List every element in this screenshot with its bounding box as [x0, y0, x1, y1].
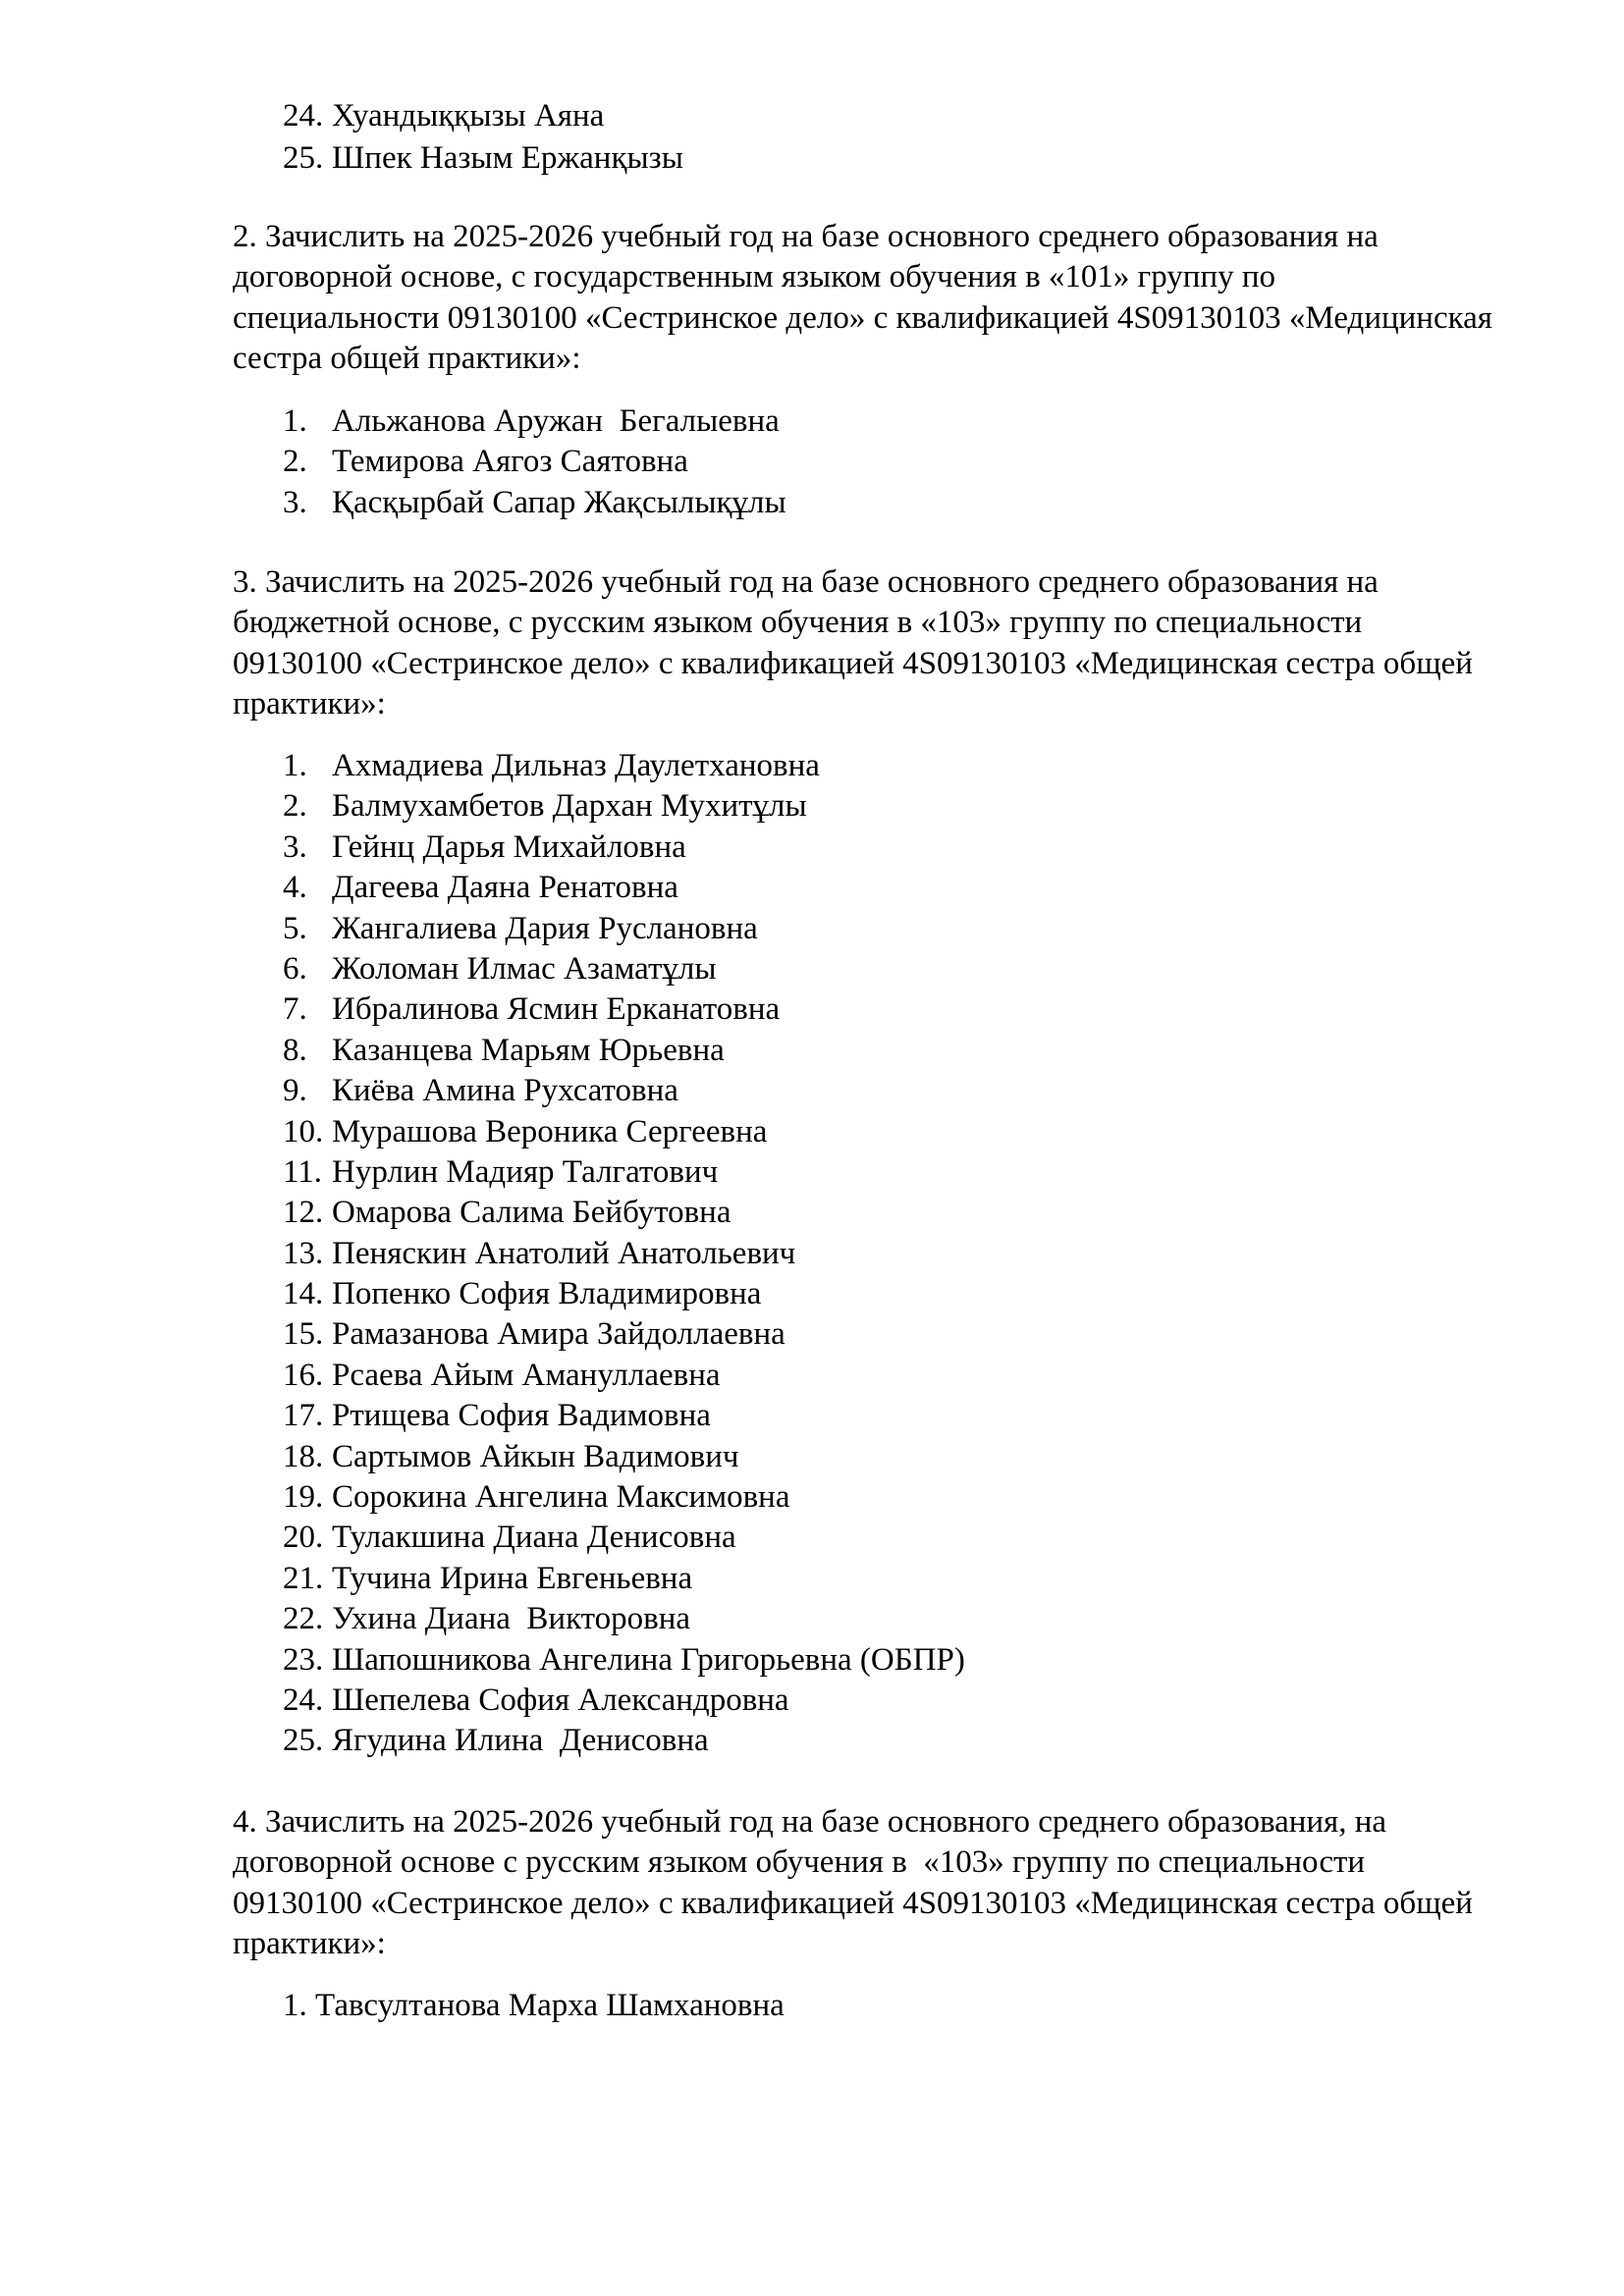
item-number: 6. — [283, 950, 307, 987]
list-item — [0, 868, 1624, 908]
student-name: Тучина Ирина Евгеньевна — [332, 1560, 693, 1596]
student-name: Ягудина Илина Денисовна — [332, 1723, 709, 1759]
list-item — [0, 1599, 1624, 1639]
list-item — [0, 1031, 1624, 1071]
student-name: Ахмадиева Дильназ Даулетхановна — [332, 748, 820, 783]
item-number: 14. — [283, 1276, 324, 1312]
item-number: 10. — [283, 1113, 324, 1149]
student-name: Тулакшина Диана Денисовна — [332, 1520, 736, 1556]
student-name: Ухина Диана Викторовна — [332, 1601, 691, 1637]
section-4-paragraph — [0, 1802, 1624, 1965]
student-name: Гейнц Дарья Михайловна — [332, 828, 686, 865]
item-number: 16. — [283, 1357, 324, 1393]
paragraph-line: договорной основе, с государственным языком обучения в «101» группу по — [233, 259, 1276, 295]
student-name: Мурашова Вероника Сергеевна — [332, 1113, 768, 1149]
item-number: 2. — [283, 788, 307, 825]
student-name: Ибралинова Ясмин Ерканатовна — [332, 991, 781, 1028]
list-item — [0, 442, 1624, 482]
student-name: Хуандыққызы Аяна — [332, 98, 605, 133]
section-2-student-list — [0, 401, 1624, 523]
item-number: 22. — [283, 1601, 324, 1637]
paragraph-line: сестра общей практики»: — [233, 341, 581, 377]
paragraph-line: 4. Зачислить на 2025-2026 учебный год на базе основного среднего образования, на — [233, 1804, 1387, 1840]
list-item — [0, 1681, 1624, 1721]
list-item — [0, 137, 1624, 180]
student-name: Балмухамбетов Дархан Мухитұлы — [332, 788, 807, 825]
item-number: 12. — [283, 1195, 324, 1231]
item-spacer — [307, 1988, 315, 2023]
list-item — [0, 1437, 1624, 1477]
paragraph-line: 09130100 «Сестринское дело» с квалификацией 4S09130103 «Медицинская сестра общей — [233, 1885, 1473, 1921]
student-name: Казанцева Марьям Юрьевна — [332, 1032, 725, 1068]
list-item — [0, 95, 1624, 137]
item-number: 19. — [283, 1479, 324, 1516]
student-name: Қасқырбай Сапар Жақсылықұлы — [332, 484, 786, 520]
list-item — [0, 1234, 1624, 1274]
item-number: 9. — [283, 1073, 307, 1109]
list-item — [0, 1112, 1624, 1152]
paragraph-line: практики»: — [233, 686, 386, 722]
item-number: 1. — [283, 1988, 307, 2023]
item-number: 25. — [283, 139, 324, 176]
student-name: Киёва Амина Рухсатовна — [332, 1073, 678, 1109]
item-number: 3. — [283, 828, 307, 865]
item-number: 13. — [283, 1235, 324, 1271]
student-name: Шпек Назым Ержанқызы — [332, 139, 683, 176]
item-number: 25. — [283, 1723, 324, 1759]
list-item — [0, 1477, 1624, 1518]
item-number: 18. — [283, 1438, 324, 1474]
item-number: 21. — [283, 1560, 324, 1596]
list-item — [0, 1356, 1624, 1396]
student-name: Жангалиева Дария Руслановна — [332, 910, 758, 946]
item-number: 24. — [283, 98, 324, 133]
item-number: 11. — [283, 1153, 323, 1190]
continued-student-list — [0, 95, 1624, 179]
item-number: 24. — [283, 1682, 324, 1718]
item-number: 4. — [283, 870, 307, 906]
item-number: 23. — [283, 1641, 324, 1678]
section-2-paragraph — [0, 217, 1624, 380]
student-name: Тавсултанова Марха Шамхановна — [315, 1988, 785, 2023]
list-item — [0, 401, 1624, 442]
student-name: Сорокина Ангелина Максимовна — [332, 1479, 790, 1516]
list-item — [0, 1986, 1624, 2026]
student-name: Темирова Аягоз Саятовна — [332, 444, 688, 480]
paragraph-line: 09130100 «Сестринское дело» с квалификацией 4S09130103 «Медицинская сестра общей — [233, 645, 1473, 681]
list-item — [0, 989, 1624, 1030]
item-number: 1. — [283, 748, 307, 783]
student-name: Дагеева Даяна Ренатовна — [332, 870, 678, 906]
item-number: 17. — [283, 1398, 324, 1434]
list-item — [0, 1396, 1624, 1436]
list-item — [0, 1721, 1624, 1761]
student-name: Нурлин Мадияр Талгатович — [332, 1153, 719, 1190]
student-name: Рсаева Айым Амануллаевна — [332, 1357, 721, 1393]
list-item — [0, 1640, 1624, 1681]
list-item — [0, 1559, 1624, 1599]
student-name: Попенко София Владимировна — [332, 1276, 762, 1312]
paragraph-line: 3. Зачислить на 2025-2026 учебный год на базе основного среднего образования на — [233, 564, 1379, 600]
item-number: 8. — [283, 1032, 307, 1068]
item-number: 15. — [283, 1316, 324, 1353]
student-name: Жоломан Илмас Азаматұлы — [332, 950, 717, 987]
item-number: 3. — [283, 484, 307, 520]
paragraph-line: договорной основе с русским языком обучения в «103» группу по специальности — [233, 1844, 1366, 1881]
paragraph-line: 2. Зачислить на 2025-2026 учебный год на базе основного среднего образования на — [233, 219, 1379, 254]
section-3-paragraph — [0, 562, 1624, 725]
list-item — [0, 909, 1624, 949]
paragraph-line: специальности 09130100 «Сестринское дело» с квалификацией 4S09130103 «Медицинская — [233, 299, 1492, 336]
student-name: Пеняскин Анатолий Анатольевич — [332, 1235, 796, 1271]
list-item — [0, 1193, 1624, 1233]
list-item — [0, 786, 1624, 827]
item-number: 2. — [283, 444, 307, 480]
student-name: Омарова Салима Бейбутовна — [332, 1195, 731, 1231]
section-3-student-list — [0, 746, 1624, 1762]
paragraph-line: бюджетной основе, с русским языком обучения в «103» группу по специальности — [233, 605, 1363, 641]
list-item — [0, 828, 1624, 868]
section-4-student-list — [0, 1986, 1624, 2026]
student-name: Сартымов Айкын Вадимович — [332, 1438, 739, 1474]
paragraph-line: практики»: — [233, 1926, 386, 1962]
item-number: 20. — [283, 1520, 324, 1556]
item-number: 1. — [283, 403, 307, 439]
list-item — [0, 483, 1624, 523]
list-item — [0, 1071, 1624, 1111]
list-item — [0, 1518, 1624, 1558]
item-number: 7. — [283, 991, 307, 1028]
list-item — [0, 949, 1624, 989]
list-item — [0, 1314, 1624, 1355]
list-item — [0, 1274, 1624, 1314]
student-name: Ртищева София Вадимовна — [332, 1398, 711, 1434]
student-name: Шапошникова Ангелина Григорьевна (ОБПР) — [332, 1641, 965, 1678]
student-name: Рамазанова Амира Зайдоллаевна — [332, 1316, 785, 1353]
list-item — [0, 746, 1624, 786]
student-name: Альжанова Аружан Бегалыевна — [332, 403, 780, 439]
list-item — [0, 1152, 1624, 1193]
student-name: Шепелева София Александровна — [332, 1682, 789, 1718]
item-number: 5. — [283, 910, 307, 946]
